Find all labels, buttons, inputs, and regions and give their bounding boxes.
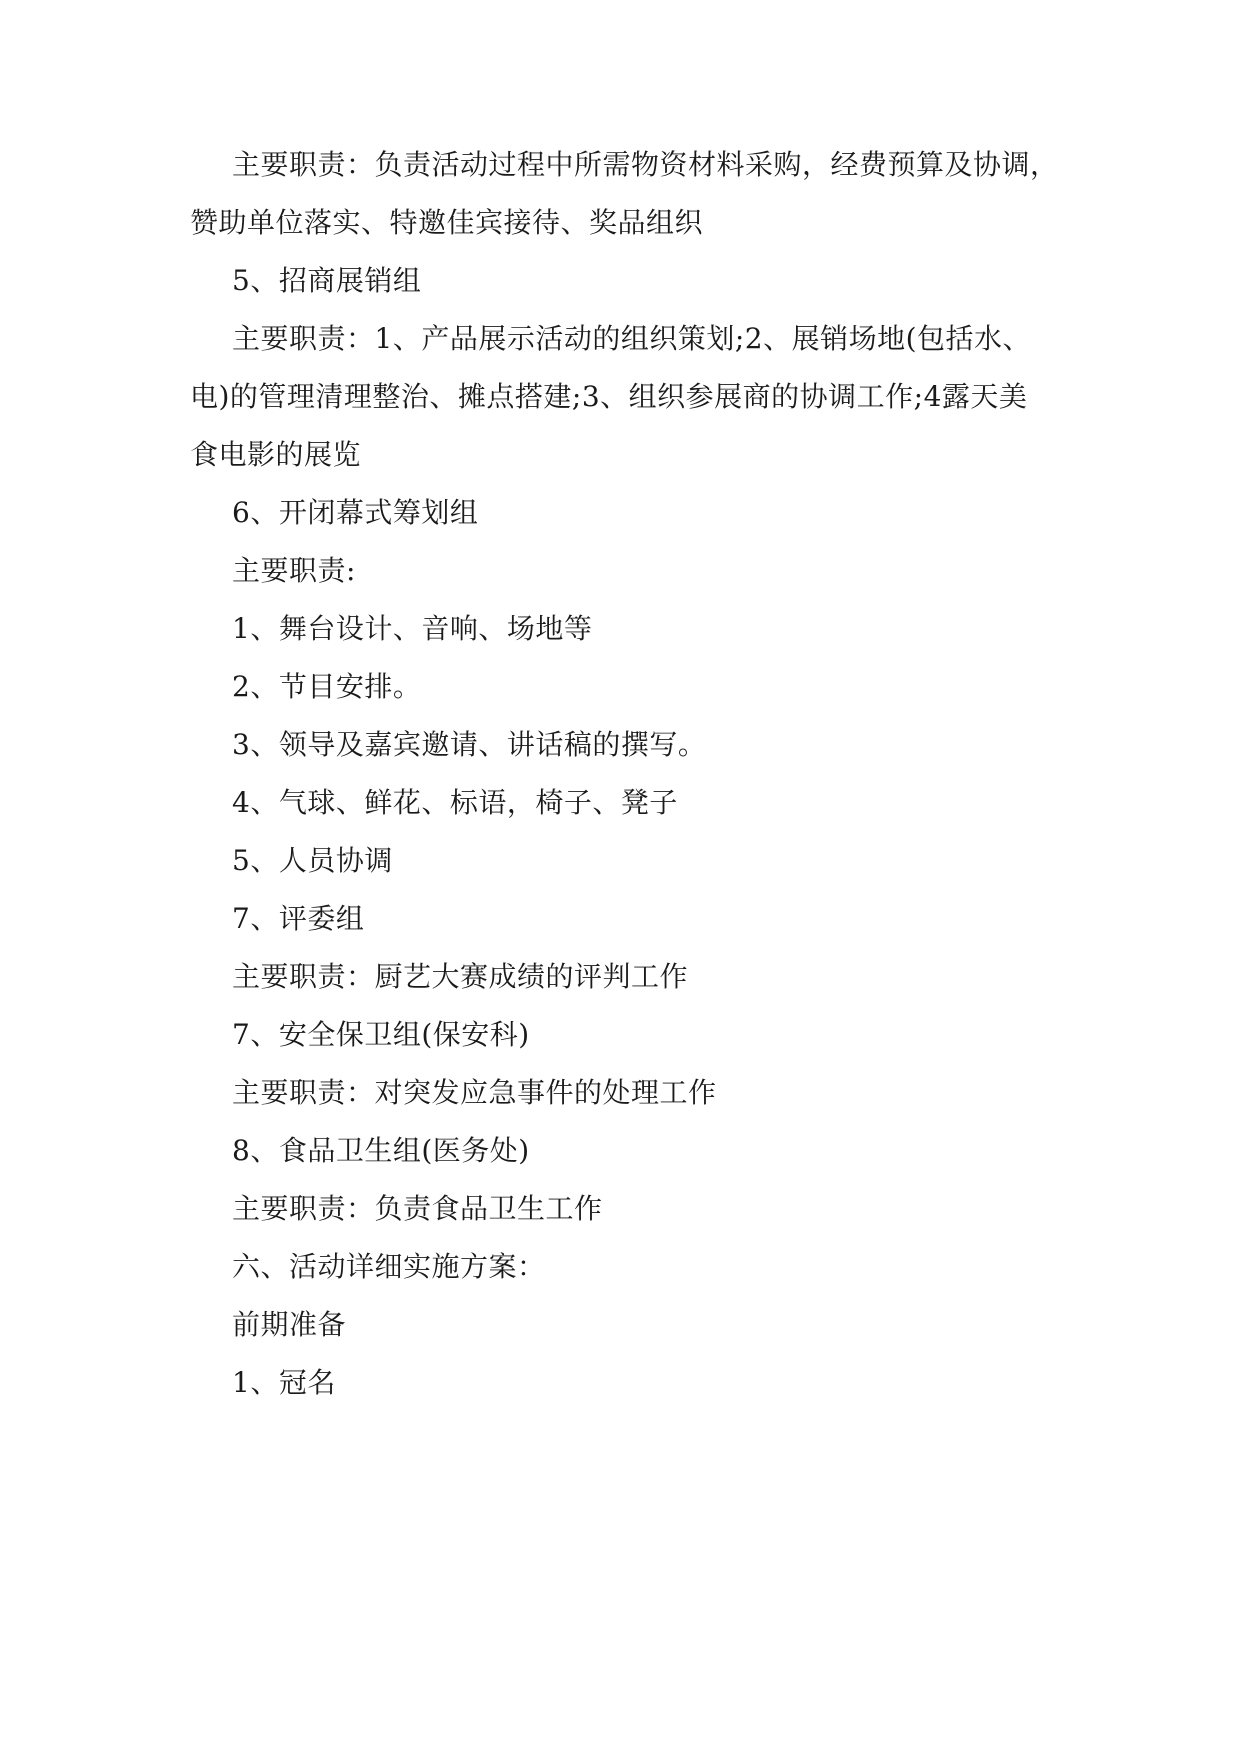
ceremony-list-item: 4、气球、鲜花、标语，椅子、凳子 [232, 786, 678, 819]
duty-ceremony: 主要职责: [232, 554, 356, 587]
duty-judges: 主要职责：厨艺大赛成绩的评判工作 [232, 960, 689, 993]
duty-expo-line-3: 食电影的展览 [190, 438, 362, 471]
section-heading-7-judges: 7、评委组 [232, 902, 365, 935]
ceremony-list-item: 2、节目安排。 [232, 670, 422, 703]
section-heading-8: 8、食品卫生组(医务处) [232, 1134, 530, 1167]
duty-expo-line-1: 主要职责：1、产品展示活动的组织策划;2、展销场地(包括水、 [232, 322, 1031, 355]
prep-list-item: 1、冠名 [232, 1366, 336, 1399]
ceremony-list-item: 3、领导及嘉宾邀请、讲话稿的撰写。 [232, 728, 707, 761]
duty-security: 主要职责：对突发应急事件的处理工作 [232, 1076, 717, 1109]
duty-expo-line-2: 电)的管理清理整治、摊点搭建;3、组织参展商的协调工作;4露天美 [190, 380, 1028, 413]
section-heading-7-security: 7、安全保卫组(保安科) [232, 1018, 530, 1051]
heading-six: 六、活动详细实施方案： [232, 1250, 546, 1283]
duty-procurement-line-1: 主要职责：负责活动过程中所需物资材料采购，经费预算及协调， [232, 148, 1059, 181]
section-heading-5: 5、招商展销组 [232, 264, 422, 297]
duty-procurement-line-2: 赞助单位落实、特邀佳宾接待、奖品组织 [190, 206, 704, 239]
duty-food-hygiene: 主要职责：负责食品卫生工作 [232, 1192, 603, 1225]
ceremony-list-item: 1、舞台设计、音响、场地等 [232, 612, 593, 645]
section-heading-6: 6、开闭幕式筹划组 [232, 496, 479, 529]
ceremony-list-item: 5、人员协调 [232, 844, 393, 877]
heading-preparation: 前期准备 [232, 1308, 347, 1341]
